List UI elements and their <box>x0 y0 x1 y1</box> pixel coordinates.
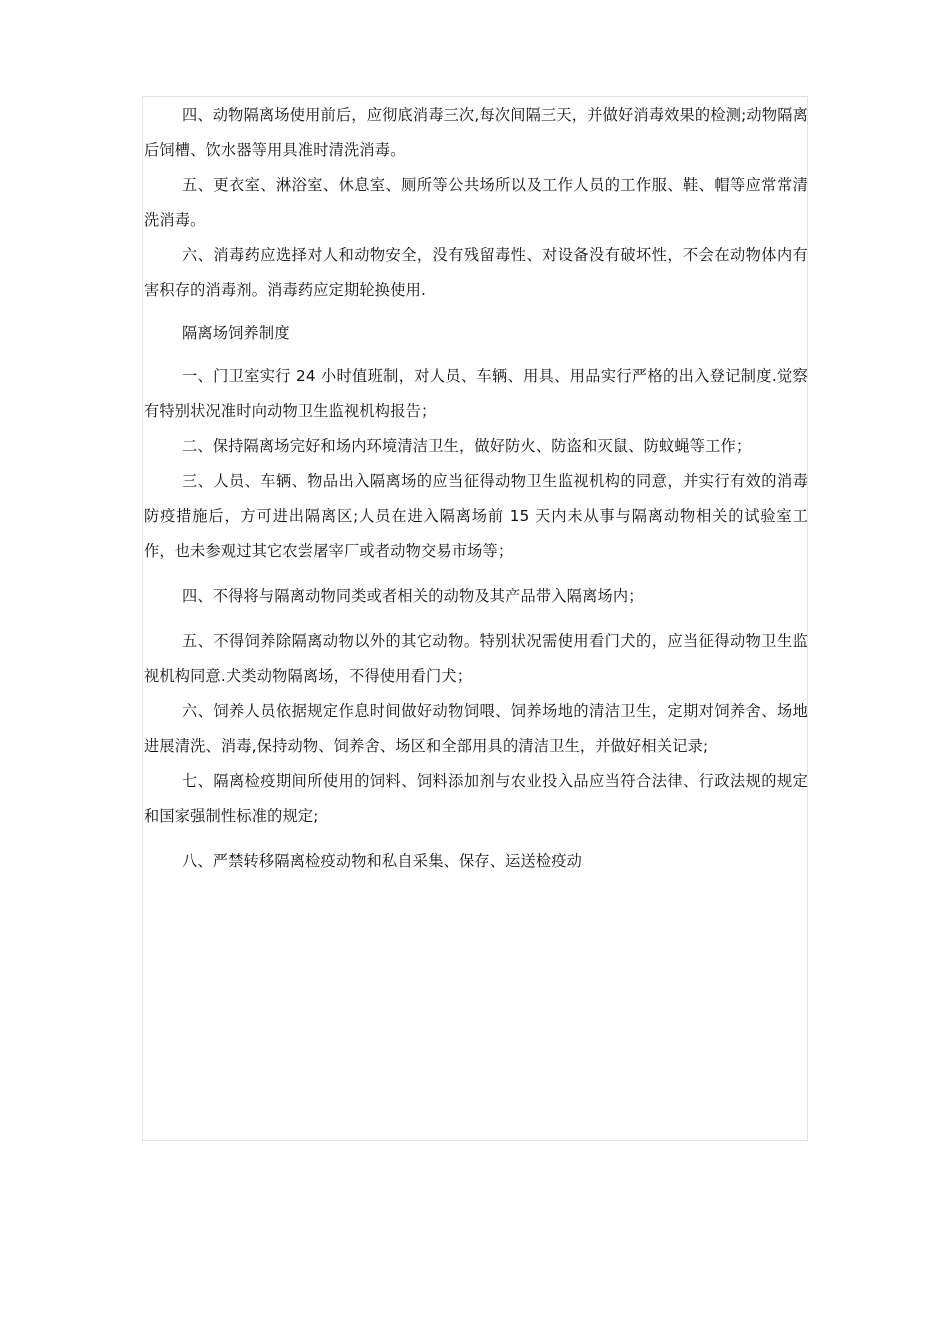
document-body <box>144 98 808 879</box>
paragraph-feeding-2: 二、保持隔离场完好和场内环境清洁卫生，做好防火、防盗和灭鼠、防蚊蝇等工作； <box>182 437 752 455</box>
paragraph-feeding-7: 七、隔离检疫期间所使用的饲料、饲料添加剂与农业投入品应当符合法律、行政法规的规定和国家强制性标准的规定; <box>144 772 808 825</box>
paragraph-disinfection-5: 五、更衣室、淋浴室、休息室、厕所等公共场所以及工作人员的工作服、鞋、帽等应常常清洗消毒。 <box>144 176 808 229</box>
paragraph-disinfection-6: 六、消毒药应选择对人和动物安全，没有残留毒性、对设备没有破坏性，不会在动物体内有害积存的消毒剂。消毒药应定期轮换使用. <box>144 246 808 299</box>
paragraph-feeding-6: 六、饲养人员依据规定作息时间做好动物饲喂、饲养场地的清洁卫生，定期对饲养舍、场地进展清洗、消毒,保持动物、饲养舍、场区和全部用具的清洁卫生，并做好相关记录; <box>144 702 808 755</box>
paragraph-disinfection-4: 四、动物隔离场使用前后，应彻底消毒三次,每次间隔三天，并做好消毒效果的检测;动物隔离后饲槽、饮水器等用具准时清洗消毒。 <box>144 106 808 159</box>
paragraph-feeding-1: 一、门卫室实行 24 小时值班制，对人员、车辆、用具、用品实行严格的出入登记制度.觉察有特别状况准时向动物卫生监视机构报告； <box>144 367 808 420</box>
paragraph-feeding-3: 三、人员、车辆、物品出入隔离场的应当征得动物卫生监视机构的同意，并实行有效的消毒防疫措施后，方可进出隔离区;人员在进入隔离场前 15 天内未从事与隔离动物相关的试验室工作，也未参观过其它农尝屠宰厂或者动物交易市场等； <box>144 472 808 560</box>
paragraph-feeding-5: 五、不得饲养除隔离动物以外的其它动物。特别状况需使用看门犬的，应当征得动物卫生监视机构同意.犬类动物隔离场，不得使用看门犬； <box>144 632 808 685</box>
paragraph-feeding-4: 四、不得将与隔离动物同类或者相关的动物及其产品带入隔离场内； <box>182 587 644 605</box>
paragraph-feeding-8: 八、严禁转移隔离检疫动物和私自采集、保存、运送检疫动 <box>182 852 583 870</box>
section-heading-feeding-rules: 隔离场饲养制度 <box>182 324 290 342</box>
